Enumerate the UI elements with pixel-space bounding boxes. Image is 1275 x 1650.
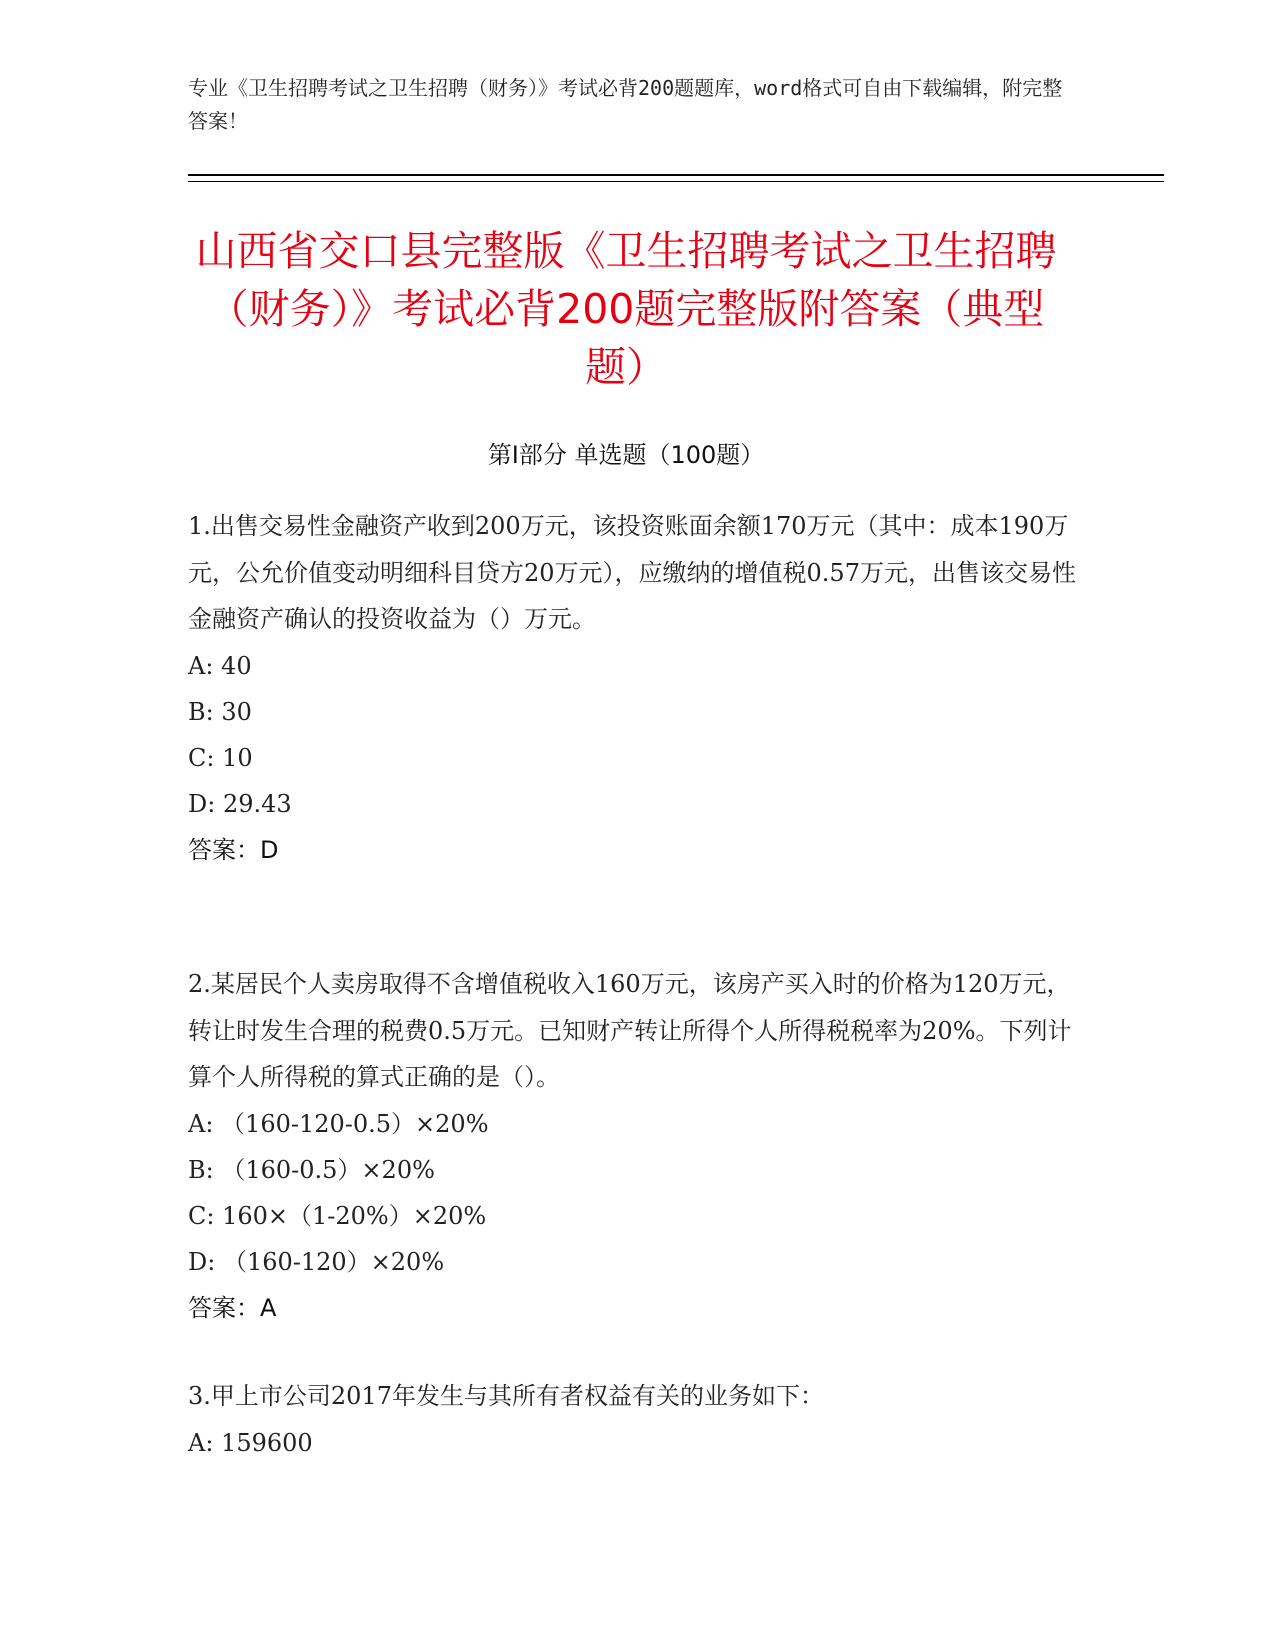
option-c: C: 160×（1-20%）×20% xyxy=(188,1201,487,1230)
question-stem: 3.甲上市公司2017年发生与其所有者权益有关的业务如下： xyxy=(188,1382,824,1410)
header-divider-thin xyxy=(188,181,1164,182)
question-2 xyxy=(188,961,1078,1331)
option-c: C: 10 xyxy=(188,743,253,772)
header-divider-thick xyxy=(188,174,1164,176)
question-stem: 2.某居民个人卖房取得不含增值税收入160万元，该房产买入时的价格为120万元，转让时发生合理的税费0.5万元。已知财产转让所得个人所得税税率为20%。下列计算个人所得税的算式正确的是（）。 xyxy=(188,970,1072,1091)
header-note: 专业《卫生招聘考试之卫生招聘（财务）》考试必背200题题库，word格式可自由下载编辑，附完整答案！ xyxy=(188,76,1063,133)
option-d: D: （160-120）×20% xyxy=(188,1247,445,1276)
question-1 xyxy=(188,503,1078,873)
question-3 xyxy=(188,1373,1078,1466)
option-d: D: 29.43 xyxy=(188,789,292,818)
section-heading: 第I部分 单选题（100题） xyxy=(487,441,765,469)
option-a: A: 40 xyxy=(188,651,252,680)
document-title: 山西省交口县完整版《卫生招聘考试之卫生招聘（财务）》考试必背200题完整版附答案（典型题） xyxy=(195,227,1057,391)
answer-line: 答案：D xyxy=(188,835,279,864)
answer-line: 答案：A xyxy=(188,1293,277,1322)
question-stem: 1.出售交易性金融资产收到200万元，该投资账面余额170万元（其中：成本190万元，公允价值变动明细科目贷方20万元），应缴纳的增值税0.57万元，出售该交易性金融资产确认的投资收益为（）万元。 xyxy=(188,512,1076,633)
option-b: B: （160-0.5）×20% xyxy=(188,1155,435,1184)
option-a: A: （160-120-0.5）×20% xyxy=(188,1109,489,1138)
option-a: A: 159600 xyxy=(188,1428,313,1457)
option-b: B: 30 xyxy=(188,697,252,726)
